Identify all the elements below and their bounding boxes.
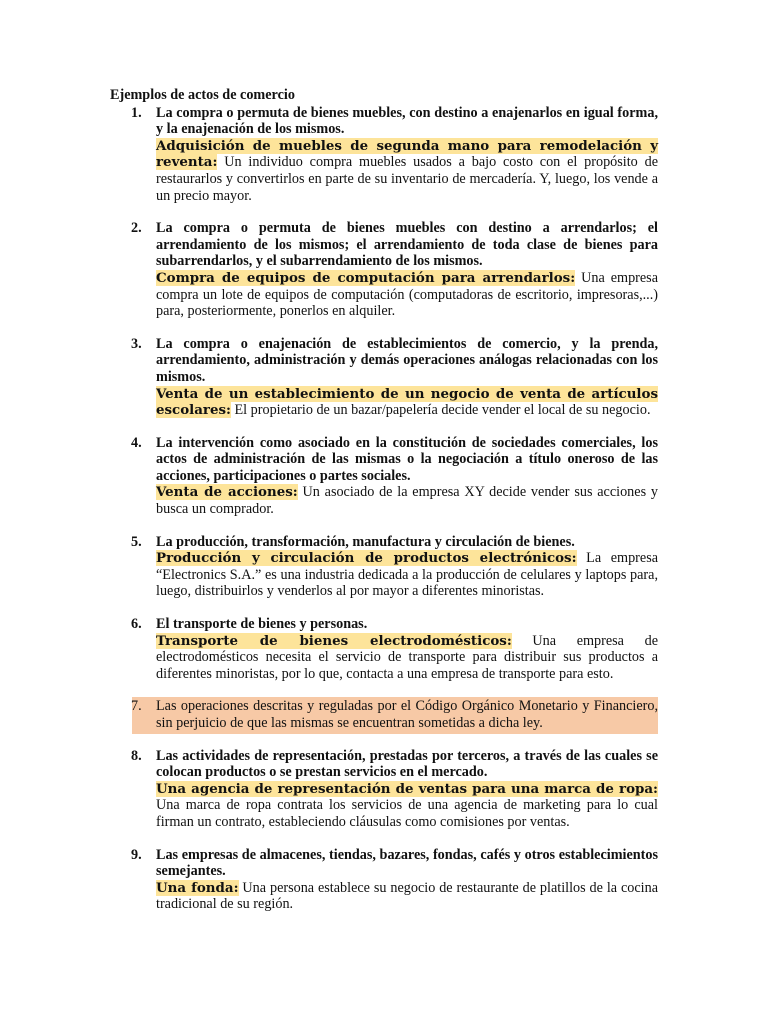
item-number: 9. xyxy=(131,846,142,863)
item-number: 1. xyxy=(131,104,142,121)
list-item-4 xyxy=(110,435,658,518)
document-title: Ejemplos de actos de comercio xyxy=(110,87,295,103)
list-item-8 xyxy=(110,748,658,831)
example-highlight-label: Producción y circulación de productos electrónicos: xyxy=(156,550,577,567)
example-text: La empresa “Electronics S.A.” es una industria dedicada a la producción de celulares y laptops para, luego, distribuirlos y venderlos al por mayor a diferentes minoristas. xyxy=(156,550,659,600)
example-text: El propietario de un bazar/papelería decide vender el local de su negocio. xyxy=(230,402,651,419)
example-highlight-label: Compra de equipos de computación para arrendarlos: xyxy=(156,269,576,286)
item-statement: La compra o enajenación de establecimientos de comercio, y la prenda, arrendamiento, administración y demás operaciones análogas relacionadas con los mismos. xyxy=(156,335,658,385)
example-text: Un individuo compra muebles usados a bajo costo con el propósito de restaurarlos y convertirlos en parte de su inventario de mercadería. Y, luego, los vende a un precio mayor. xyxy=(156,154,658,204)
example-text: Una marca de ropa contrata los servicios de una agencia de marketing para lo cual firman un contrato, estableciendo cláusulas como comisiones por ventas. xyxy=(156,797,658,830)
item-statement: El transporte de bienes y personas. xyxy=(156,616,368,633)
example-text: Un asociado de la empresa XY decide vender sus acciones y busca un comprador. xyxy=(156,484,658,518)
item-example xyxy=(156,138,658,204)
item-number: 8. xyxy=(131,747,142,764)
item-number: 7. xyxy=(131,698,142,715)
item-number: 5. xyxy=(131,533,142,550)
example-highlight-label: Una fonda: xyxy=(156,879,239,896)
item-statement: Las empresas de almacenes, tiendas, bazares, fondas, cafés y otros establecimientos semejantes. xyxy=(156,846,658,880)
item-example xyxy=(156,550,658,600)
item-example xyxy=(156,270,658,320)
list-item-7 xyxy=(110,698,658,731)
list-item-3 xyxy=(110,336,658,419)
commerce-acts-list xyxy=(110,105,658,913)
item-example xyxy=(156,484,658,517)
item-statement: La intervención como asociado en la constitución de sociedades comerciales, los actos de administración de las mismas o la negociación a título oneroso de las acciones, participaciones o partes sociales. xyxy=(156,434,658,484)
example-text: Una persona establece su negocio de restaurante de platillos de la cocina tradicional de su región. xyxy=(156,879,658,913)
item-example xyxy=(156,781,658,831)
item-number: 2. xyxy=(131,220,142,237)
item-statement: La compra o permuta de bienes muebles con destino a arrendarlos; el arrendamiento de los mismos; el arrendamiento de toda clase de bienes para subarrendarlos, y el subarrendamiento de los mismos. xyxy=(156,220,658,270)
example-highlight-label: Venta de un establecimiento de un negocio de venta de artículos escolares: xyxy=(156,385,658,419)
list-item-9 xyxy=(110,847,658,913)
item-example xyxy=(156,386,658,419)
example-highlight-label: Adquisición de muebles de segunda mano para remodelación y reventa: xyxy=(156,137,658,171)
list-item-2 xyxy=(110,220,658,320)
list-item-5 xyxy=(110,534,658,600)
example-highlight-label: Una agencia de representación de ventas para una marca de ropa: xyxy=(156,780,658,797)
example-highlight-label: Venta de acciones: xyxy=(156,484,298,501)
item-statement: Las operaciones descritas y reguladas por el Código Orgánico Monetario y Financiero, sin perjuicio de que las mismas se encuentran sometidas a dicha ley. xyxy=(156,698,658,731)
item-example xyxy=(156,633,658,683)
item-statement: Las actividades de representación, prestadas por terceros, a través de las cuales se colocan productos o se prestan servicios en el mercado. xyxy=(156,747,658,781)
item-statement: La compra o permuta de bienes muebles, con destino a enajenarlos en igual forma, y la enajenación de los mismos. xyxy=(156,104,658,138)
example-highlight-label: Transporte de bienes electrodomésticos: xyxy=(156,632,512,649)
document-page xyxy=(110,87,658,929)
item-example xyxy=(156,880,658,913)
item-statement: La producción, transformación, manufactura y circulación de bienes. xyxy=(156,533,575,550)
item-number: 4. xyxy=(131,434,142,451)
example-text: Una empresa de electrodomésticos necesita el servicio de transporte para distribuir sus productos a diferentes minoristas, por lo que, contacta a una empresa de transporte para esto. xyxy=(156,632,658,682)
list-item-1 xyxy=(110,105,658,205)
item-number: 3. xyxy=(131,335,142,352)
example-text: Una empresa compra un lote de equipos de computación (computadoras de escritorio, impresoras,...) para, posteriormente, ponerlos en alquiler. xyxy=(156,269,659,320)
list-item-6 xyxy=(110,616,658,682)
item-number: 6. xyxy=(131,616,142,633)
